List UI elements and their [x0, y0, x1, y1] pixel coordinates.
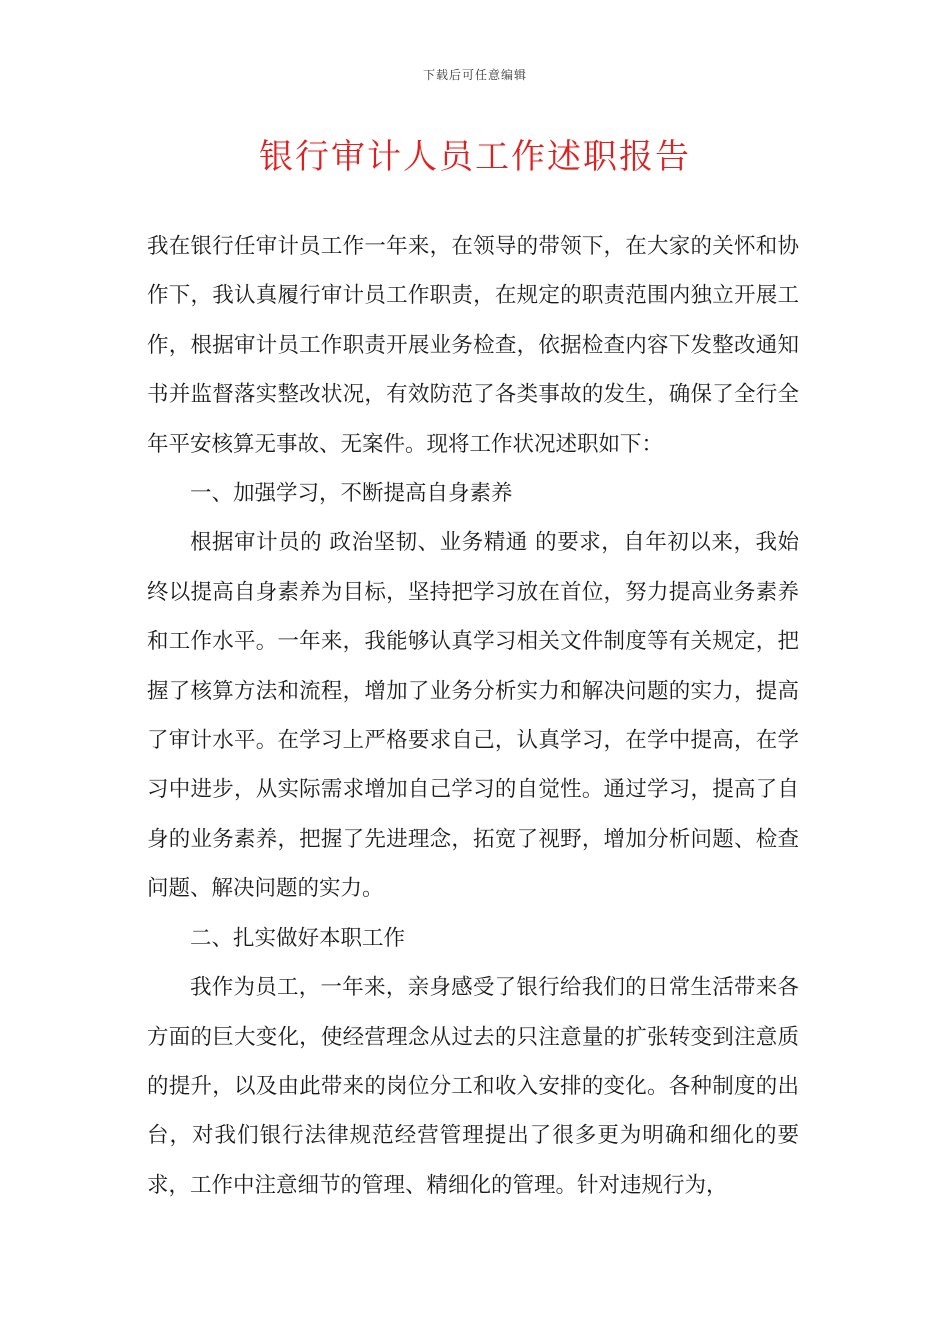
document-body: [147, 222, 799, 1210]
paragraph-intro: 我在银行任审计员工作一年来，在领导的带领下，在大家的关怀和协作下，我认真履行审计员工作职责，在规定的职责范围内独立开展工作，根据审计员工作职责开展业务检查，依据检查内容下发整改通知书并监督落实整改状况，有效防范了各类事故的发生，确保了全行全年平安核算无事故、无案件。现将工作状况述职如下：: [147, 234, 799, 457]
section-heading-1: 一、加强学习，不断提高自身素养: [190, 481, 513, 507]
header-note: 下载后可任意编辑: [422, 68, 527, 82]
paragraph-section-2: 我作为员工，一年来，亲身感受了银行给我们的日常生活带来各方面的巨大变化，使经营理念从过去的只注意量的扩张转变到注意质的提升，以及由此带来的岗位分工和收入安排的变化。各种制度的出台，对我们银行法律规范经营管理提出了很多更为明确和细化的要求，工作中注意细节的管理、精细化的管理。针对违规行为，: [147, 975, 799, 1198]
paragraph-section-1: 根据审计员的 政治坚韧、业务精通 的要求，自年初以来，我始终以提高自身素养为目标，坚持把学习放在首位，努力提高业务素养和工作水平。一年来，我能够认真学习相关文件制度等有关规定，把握了核算方法和流程，增加了业务分析实力和解决问题的实力，提高了审计水平。在学习上严格要求自己，认真学习，在学中提高，在学习中进步，从实际需求增加自己学习的自觉性。通过学习，提高了自身的业务素养，把握了先进理念，拓宽了视野，增加分析问题、检查问题、解决问题的实力。: [147, 530, 799, 902]
section-heading-2: 二、扎实做好本职工作: [190, 925, 406, 951]
document-title: 银行审计人员工作述职报告: [259, 137, 691, 177]
